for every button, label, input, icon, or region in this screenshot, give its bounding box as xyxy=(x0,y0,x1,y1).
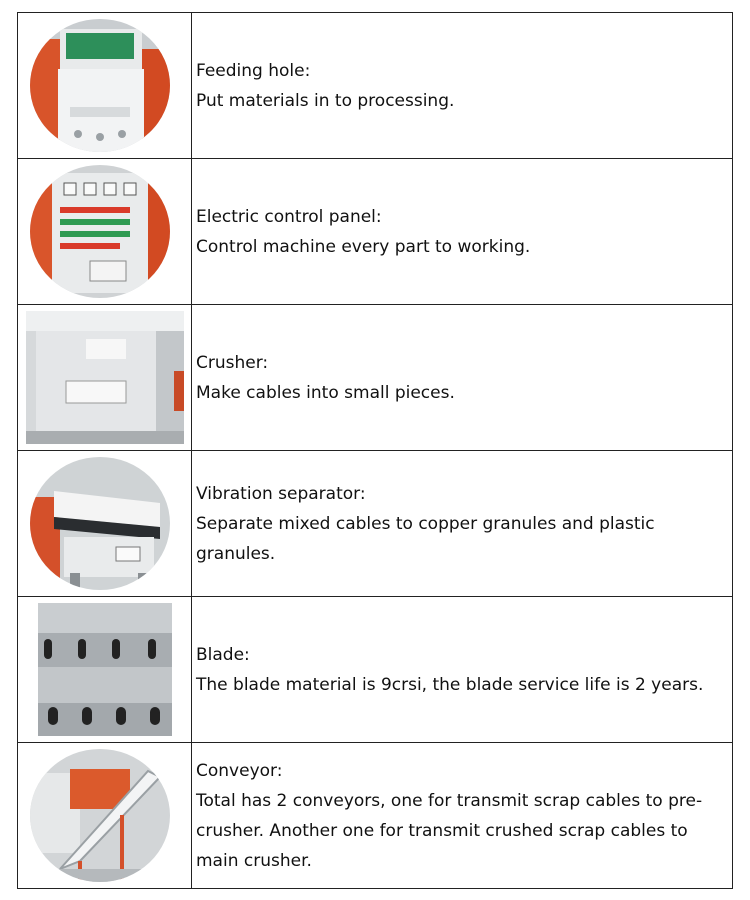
part-description: Separate mixed cables to copper granules and plastic granules. xyxy=(196,513,655,564)
part-title: Vibration separator: xyxy=(196,483,366,504)
vibration-separator-photo-icon xyxy=(30,457,170,590)
part-description: Control machine every part to working. xyxy=(196,236,531,257)
blade-photo-icon xyxy=(38,603,172,736)
parts-table xyxy=(17,12,733,889)
image-cell xyxy=(18,597,192,743)
control-panel-photo-icon xyxy=(30,165,170,298)
description-cell xyxy=(192,743,733,889)
part-title: Blade: xyxy=(196,644,250,665)
description-cell xyxy=(192,13,733,159)
description-cell xyxy=(192,451,733,597)
part-description: Put materials in to processing. xyxy=(196,90,455,111)
description-cell xyxy=(192,597,733,743)
part-description: Make cables into small pieces. xyxy=(196,382,455,403)
part-title: Electric control panel: xyxy=(196,206,382,227)
table-row xyxy=(18,743,733,889)
table-row xyxy=(18,597,733,743)
table-row xyxy=(18,159,733,305)
image-cell xyxy=(18,13,192,159)
image-cell xyxy=(18,451,192,597)
crusher-photo-icon xyxy=(26,311,184,444)
part-title: Crusher: xyxy=(196,352,269,373)
table-row xyxy=(18,305,733,451)
description-cell xyxy=(192,305,733,451)
description-cell xyxy=(192,159,733,305)
table-row xyxy=(18,451,733,597)
part-title: Conveyor: xyxy=(196,760,283,781)
image-cell xyxy=(18,159,192,305)
conveyor-photo-icon xyxy=(30,749,170,882)
feeding-hole-photo-icon xyxy=(30,19,170,152)
part-description: Total has 2 conveyors, one for transmit scrap cables to pre-crusher. Another one for transmit crushed scrap cables to main crusher. xyxy=(196,790,703,871)
image-cell xyxy=(18,743,192,889)
part-title: Feeding hole: xyxy=(196,60,311,81)
table-row xyxy=(18,13,733,159)
image-cell xyxy=(18,305,192,451)
part-description: The blade material is 9crsi, the blade service life is 2 years. xyxy=(196,674,704,695)
